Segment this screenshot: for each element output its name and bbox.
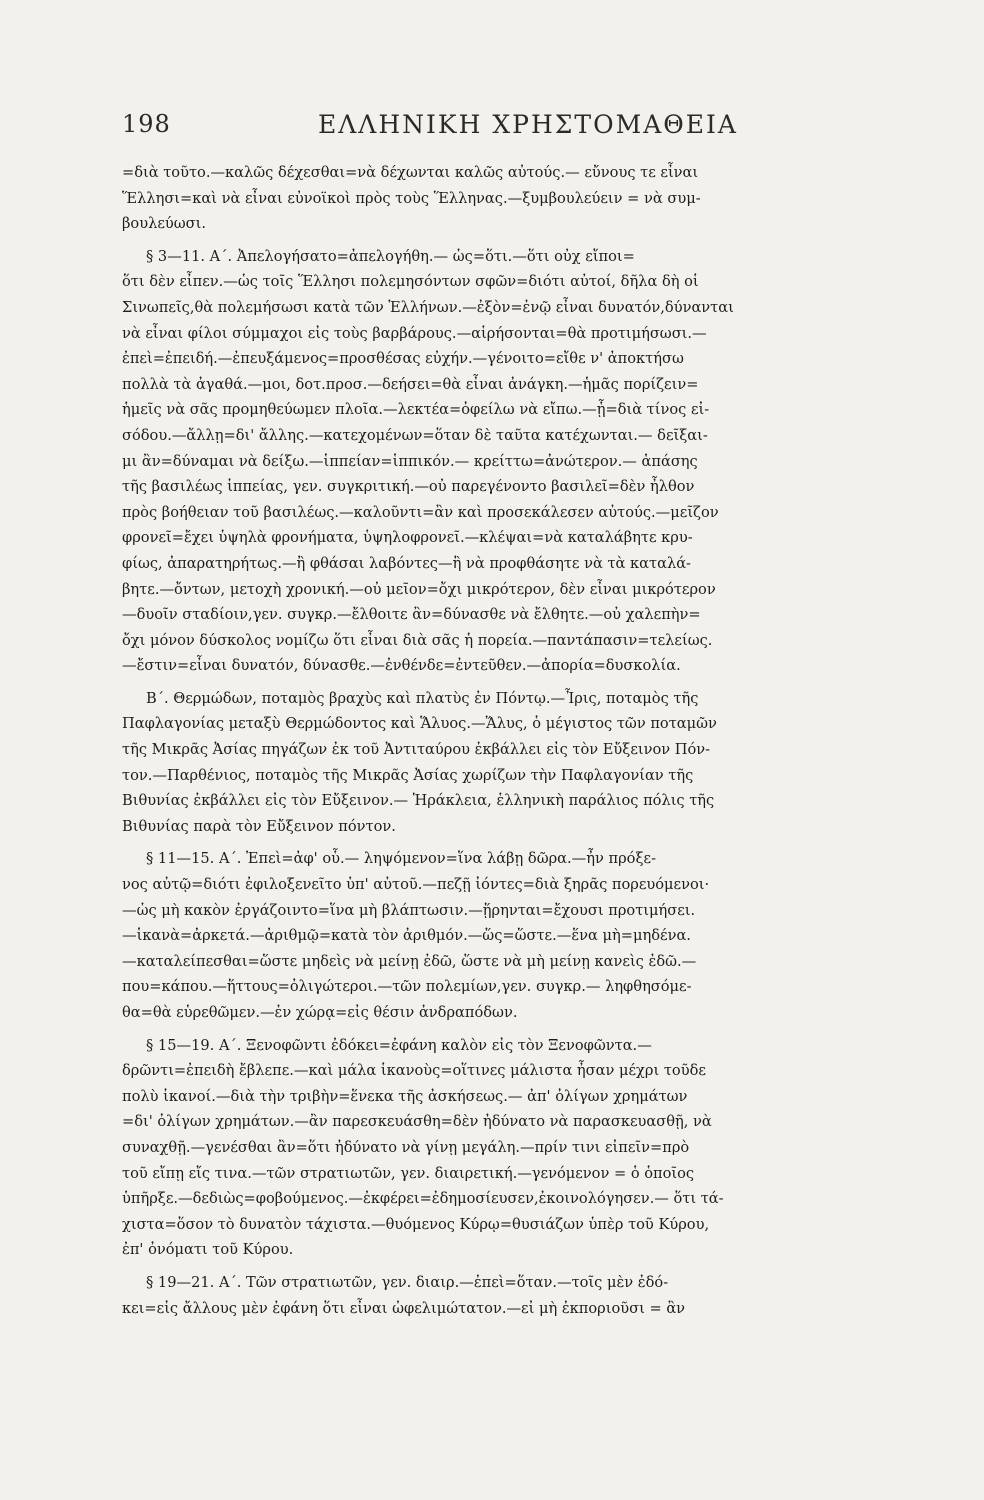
text-line: —καταλείπεσθαι=ὥστε μηδεὶς νὰ μείνῃ ἐδῶ, ὥστε νὰ μὴ μείνῃ κανεὶς ἐδῶ.— — [122, 952, 697, 970]
text-line: που=κάπου.—ἥττους=ὀλιγώτεροι.—τῶν πολεμίων,γεν. συγκρ.— ληφθησόμε- — [122, 978, 692, 996]
text-line: § 3—11. Α΄. Ἀπελογήσατο=ἀπελογήθη.— ὡς=ὅτι.—ὅτι οὐχ εἴποι= — [146, 247, 635, 265]
text-line: Ἕλλησι=καὶ νὰ εἶναι εὐνοϊκοὶ πρὸς τοὺς Ἕλληνας.—ξυμβουλεύειν = νὰ συμ- — [122, 189, 701, 207]
text-line: ἡμεῖς νὰ σᾶς προμηθεύωμεν πλοῖα.—λεκτέα=ὀφείλω νὰ εἴπω.—ᾗ=διὰ τίνος εἰ- — [122, 401, 710, 419]
text-line: τοῦ εἴπῃ εἴς τινα.—τῶν στρατιωτῶν, γεν. διαιρετική.—γενόμενον = ὁ ὁποῖος — [122, 1164, 695, 1182]
text-line: τῆς βασιλέως ἱππείας, γεν. συγκριτική.—οὐ παρεγένοντο βασιλεῖ=δὲν ἦλθον — [122, 478, 695, 496]
text-line: § 19—21. Α΄. Τῶν στρατιωτῶν, γεν. διαιρ.—ἐπεὶ=ὅταν.—τοῖς μὲν ἐδό- — [146, 1273, 669, 1291]
running-title: ΕΛΛΗΝΙΚΗ ΧΡΗΣΤΟΜΑΘΕΙΑ — [318, 110, 738, 139]
text-line: =δι' ὀλίγων χρημάτων.—ἂν παρεσκευάσθη=δὲν ἠδύνατο νὰ παρασκευασθῇ, νὰ — [122, 1113, 712, 1131]
paragraph-gap — [122, 1026, 906, 1033]
paragraph-gap — [122, 1263, 906, 1270]
text-line: ἐπεὶ=ἐπειδή.—ἐπευξάμενος=προσθέσας εὐχήν.—γένοιτο=εἴθε ν' ἀποκτήσω — [122, 350, 684, 368]
text-line: § 15—19. Α΄. Ξενοφῶντι ἐδόκει=ἐφάνη καλὸν εἰς τὸν Ξενοφῶντα.— — [146, 1036, 652, 1054]
text-line: χιστα=ὅσον τὸ δυνατὸν τάχιστα.—θυόμενος Κύρῳ=θυσιάζων ὑπὲρ τοῦ Κύρου, — [122, 1215, 710, 1233]
text-line: πολὺ ἱκανοί.—διὰ τὴν τριβὴν=ἕνεκα τῆς ἀσκήσεως.— ἀπ' ὀλίγων χρημάτων — [122, 1087, 688, 1105]
text-line: βητε.—ὄντων, μετοχὴ χρονική.—οὐ μεῖον=ὄχι μικρότερον, δὲν εἶναι μικρότερον — [122, 580, 716, 598]
page-header — [122, 110, 882, 150]
text-line: μι ἂν=δύναμαι νὰ δείξω.—ἱππείαν=ἱππικόν.— κρείττω=ἀνώτερον.— ἁπάσης — [122, 452, 698, 470]
text-line: ὑπῆρξε.—δεδιὼς=φοβούμενος.—ἐκφέρει=ἐδημοσίευσεν,ἐκοινολόγησεν.— ὅτι τά- — [122, 1190, 724, 1208]
paragraph-gap — [122, 237, 906, 244]
text-line: —ἱκανὰ=ἀρκετά.—ἀριθμῷ=κατὰ τὸν ἀριθμόν.—ὥς=ὥστε.—ἕνα μὴ=μηδένα. — [122, 927, 691, 945]
text-line: =διὰ τοῦτο.—καλῶς δέχεσθαι=νὰ δέχωνται καλῶς αὐτούς.— εὔνους τε εἶναι — [122, 164, 699, 181]
text-line: δρῶντι=ἐπειδὴ ἔβλεπε.—καὶ μάλα ἱκανοὺς=οἵτινες μάλιστα ἦσαν μέχρι τοῦδε — [122, 1062, 706, 1080]
text-line: —δυοῖν σταδίοιν,γεν. συγκρ.—ἔλθοιτε ἂν=δύνασθε νὰ ἔλθητε.—οὐ χαλεπὴν= — [122, 606, 701, 624]
page-number: 198 — [122, 110, 171, 138]
text-line: θα=θὰ εὑρεθῶμεν.—ἐν χώρᾳ=εἰς θέσιν ἀνδραπόδων. — [122, 1004, 518, 1021]
paragraph — [122, 846, 906, 1025]
text-line: —ἔστιν=εἶναι δυνατόν, δύνασθε.—ἐνθένδε=ἐντεῦθεν.—ἀπορία=δυσκολία. — [122, 657, 681, 675]
text-line: νὰ εἶναι φίλοι σύμμαχοι εἰς τοὺς βαρβάρους.—αἱρήσονται=θὰ προτιμήσωσι.— — [122, 324, 707, 342]
text-line: Βιθυνίας παρὰ τὸν Εὔξεινον πόντον. — [122, 817, 396, 835]
text-line: τον.—Παρθένιος, ποταμὸς τῆς Μικρᾶς Ἀσίας χωρίζων τὴν Παφλαγονίαν τῆς — [122, 766, 694, 784]
paragraph — [122, 1270, 906, 1321]
text-line: Παφλαγονίας μεταξὺ Θερμώδοντος καὶ Ἅλυος.—Ἅλυς, ὁ μέγιστος τῶν ποταμῶν — [122, 715, 717, 733]
text-line: Βιθυνίας ἐκβάλλει εἰς τὸν Εὔξεινον.— Ἡράκλεια, ἑλληνικὴ παράλιος πόλις τῆς — [122, 792, 715, 810]
text-line: σόδου.—ἄλλῃ=δι' ἄλλης.—κατεχομένων=ὅταν δὲ ταῦτα κατέχωνται.— δεῖξαι- — [122, 426, 708, 444]
paragraph-gap — [122, 679, 906, 686]
text-line: φίως, ἀπαρατηρήτως.—ἢ φθάσαι λαβόντες—ἢ νὰ προφθάσητε νὰ τὰ καταλά- — [122, 554, 691, 572]
text-line: φρονεῖ=ἔχει ὑψηλὰ φρονήματα, ὑψηλοφρονεῖ.—κλέψαι=νὰ καταλάβητε κρυ- — [122, 529, 693, 547]
text-line: Σινωπεῖς,θὰ πολεμήσωσι κατὰ τῶν Ἑλλήνων.—ἐξὸν=ἐνῷ εἶναι δυνατόν,δύνανται — [122, 298, 734, 316]
text-line: —ὡς μὴ κακὸν ἐργάζοιντο=ἵνα μὴ βλάπτωσιν.—ᾕρηνται=ἔχουσι προτιμήσει. — [122, 901, 696, 919]
paragraph — [122, 686, 906, 840]
text-line: ἐπ' ὀνόματι τοῦ Κύρου. — [122, 1241, 294, 1259]
paragraph — [122, 160, 906, 237]
text-line: πολλὰ τὰ ἀγαθά.—μοι, δοτ.προσ.—δεήσει=θὰ εἶναι ἀνάγκη.—ἡμᾶς πορίζειν= — [122, 375, 699, 393]
text-line: τῆς Μικρᾶς Ἀσίας πηγάζων ἐκ τοῦ Ἀντιταύρου ἐκβάλλει εἰς τὸν Εὔξεινον Πόν- — [122, 741, 711, 759]
text-line: § 11—15. Α΄. Ἐπεὶ=ἀφ' οὗ.— ληψόμενον=ἵνα λάβῃ δῶρα.—ἦν πρόξε- — [146, 850, 656, 868]
text-line: ὅτι δὲν εἶπεν.—ὡς τοῖς Ἕλλησι πολεμησόντων σφῶν=διότι αὐτοί, δῆλα δὴ οἱ — [122, 273, 699, 291]
paragraph — [122, 244, 906, 679]
paragraph-gap — [122, 839, 906, 846]
text-line: βουλεύωσι. — [122, 215, 206, 233]
text-line: ὄχι μόνον δύσκολος νομίζω ὅτι εἶναι διὰ σᾶς ἡ πορεία.—παντάπασιν=τελείως. — [122, 631, 713, 649]
commentary-text — [122, 160, 906, 1321]
paragraph — [122, 1033, 906, 1263]
text-line: κει=εἰς ἄλλους μὲν ἐφάνη ὅτι εἶναι ὠφελιμώτατον.—εἰ μὴ ἐκποριοῦσι = ἂν — [122, 1299, 686, 1317]
text-line: Β΄. Θερμώδων, ποταμὸς βραχὺς καὶ πλατὺς ἐν Πόντῳ.—Ἶρις, ποταμὸς τῆς — [146, 689, 699, 707]
text-line: νος αὐτῷ=διότι ἐφιλοξενεῖτο ὑπ' αὐτοῦ.—πεζῇ ἰόντες=διὰ ξηρᾶς πορευόμενοι· — [122, 876, 710, 894]
text-line: συναχθῇ.—γενέσθαι ἂν=ὅτι ἠδύνατο νὰ γίνῃ μεγάλη.—πρίν τινι εἰπεῖν=πρὸ — [122, 1138, 690, 1156]
text-line: πρὸς βοήθειαν τοῦ βασιλέως.—καλοῦντι=ἂν καὶ προσεκάλεσεν αὐτούς.—μεῖζον — [122, 503, 719, 521]
